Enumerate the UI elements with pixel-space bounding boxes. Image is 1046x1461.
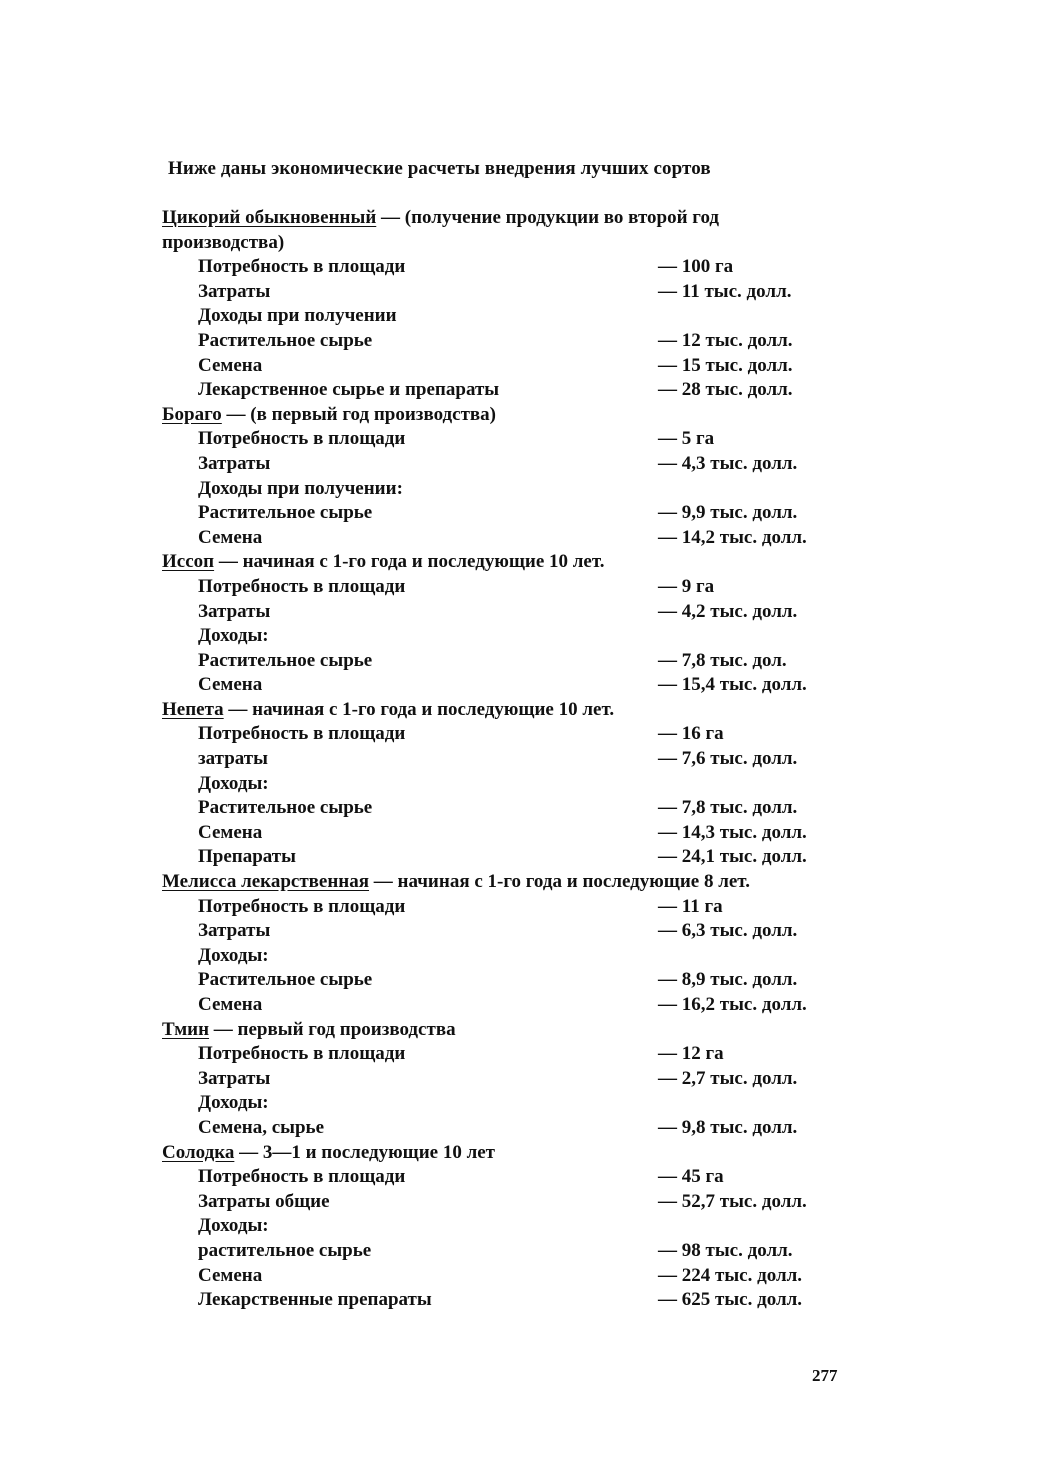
row-label: Доходы при получении — [198, 305, 397, 327]
economics-row — [162, 993, 862, 1018]
economics-row — [162, 1042, 862, 1067]
crop-economics-list — [162, 206, 862, 1313]
row-value: — 16,2 тыс. долл. — [658, 994, 807, 1015]
economics-row — [162, 747, 862, 772]
row-value: — 52,7 тыс. долл. — [658, 1190, 807, 1212]
row-label: Растительное сырье — [198, 649, 373, 671]
economics-row — [162, 772, 862, 797]
economics-row — [162, 329, 862, 354]
row-label: Семена — [198, 674, 263, 696]
section-subtitle: — начиная с 1-го года и последующие 10 лет. — [223, 698, 615, 720]
economics-row — [162, 722, 862, 747]
intro-text: Ниже даны экономические расчеты внедрения лучших сортов — [168, 158, 711, 179]
row-label: затраты — [198, 748, 268, 770]
economics-row — [162, 280, 862, 305]
row-value: — 11 тыс. долл. — [658, 280, 792, 302]
economics-row — [162, 1067, 862, 1092]
economics-row — [162, 427, 862, 452]
row-value: — 4,2 тыс. долл. — [658, 600, 798, 622]
economics-row — [162, 821, 862, 846]
section-subtitle: — первый год производства — [209, 1018, 456, 1040]
row-label: Доходы: — [198, 1215, 269, 1237]
section-heading — [162, 550, 862, 575]
economics-row — [162, 575, 862, 600]
row-label: Семена — [198, 821, 263, 843]
row-value: — 12 га — [658, 1043, 724, 1065]
row-value: — 98 тыс. долл. — [658, 1239, 793, 1261]
row-label: Потребность в площади — [198, 575, 406, 597]
row-value: — 15 тыс. долл. — [658, 354, 793, 376]
row-label: Семена — [198, 526, 263, 548]
economics-row — [162, 526, 862, 551]
row-label: Доходы: — [198, 772, 269, 794]
row-label: Доходы при получении: — [198, 477, 403, 499]
economics-row — [162, 255, 862, 280]
crop-name: Цикорий обыкновенный — [162, 207, 377, 228]
economics-row — [162, 304, 862, 329]
row-value: — 12 тыс. долл. — [658, 329, 793, 351]
crop-name: Солодка — [162, 1141, 235, 1163]
economics-row — [162, 968, 862, 993]
row-value: — 9,9 тыс. долл. — [658, 502, 798, 524]
economics-row — [162, 600, 862, 625]
row-label: Затраты — [198, 280, 271, 302]
row-label: Семена — [198, 994, 263, 1015]
economics-row — [162, 1165, 862, 1190]
row-label: Потребность в площади — [198, 428, 406, 450]
row-value: — 6,3 тыс. долл. — [658, 920, 798, 942]
row-label: Затраты общие — [198, 1190, 330, 1212]
economics-row — [162, 649, 862, 674]
row-value: — 24,1 тыс. долл. — [658, 846, 807, 868]
section-subtitle: — 3—1 и последующие 10 лет — [234, 1141, 496, 1163]
section-subtitle: — (получение продукции во второй год производства) — [162, 207, 720, 253]
section-heading — [162, 1141, 862, 1166]
row-value: — 4,3 тыс. долл. — [658, 452, 798, 474]
row-label: Лекарственное сырье и препараты — [198, 379, 500, 401]
row-label: Семена — [198, 1264, 263, 1286]
row-label: Доходы: — [198, 1092, 269, 1114]
row-label: Затраты — [198, 600, 271, 622]
row-label: Семена — [198, 354, 263, 376]
row-label: Доходы: — [198, 625, 269, 647]
crop-name: Непета — [162, 698, 224, 720]
row-label: Доходы: — [198, 944, 269, 966]
row-value: — 7,8 тыс. долл. — [658, 797, 798, 819]
economics-row — [162, 1264, 862, 1289]
row-value: — 2,7 тыс. долл. — [658, 1067, 798, 1089]
economics-row — [162, 1288, 862, 1313]
page-number: 277 — [812, 1366, 838, 1385]
row-label: Лекарственные препараты — [198, 1289, 432, 1311]
section-heading — [162, 870, 862, 895]
row-label: Потребность в площади — [198, 256, 406, 278]
row-value: — 11 га — [658, 895, 723, 917]
crop-name: Мелисса лекарственная — [162, 871, 370, 893]
row-value: — 16 га — [658, 723, 724, 745]
row-value: — 28 тыс. долл. — [658, 379, 793, 401]
row-label: Затраты — [198, 1067, 271, 1089]
economics-row — [162, 1214, 862, 1239]
economics-row — [162, 1239, 862, 1264]
economics-row — [162, 1091, 862, 1116]
row-value: — 9 га — [658, 575, 715, 597]
row-label: Семена, сырье — [198, 1116, 325, 1138]
row-label: Растительное сырье — [198, 502, 373, 524]
economics-row — [162, 673, 862, 698]
row-value: — 15,4 тыс. долл. — [658, 674, 807, 696]
row-label: Потребность в площади — [198, 723, 406, 745]
row-label: Потребность в площади — [198, 1043, 406, 1065]
economics-row — [162, 501, 862, 526]
economics-row — [162, 796, 862, 821]
crop-name: Бораго — [162, 403, 222, 425]
row-label: Затраты — [198, 920, 271, 942]
section-heading — [162, 403, 862, 428]
row-label: Потребность в площади — [198, 1166, 406, 1188]
row-value: — 7,6 тыс. долл. — [658, 748, 798, 770]
row-value: — 14,3 тыс. долл. — [658, 821, 807, 843]
economics-row — [162, 477, 862, 502]
economics-row — [162, 944, 862, 969]
economics-row — [162, 354, 862, 379]
economics-row — [162, 1190, 862, 1215]
row-label: Препараты — [198, 846, 296, 868]
row-value: — 100 га — [658, 256, 734, 278]
row-value: — 224 тыс. долл. — [658, 1264, 803, 1286]
row-label: Растительное сырье — [198, 329, 373, 351]
economics-row — [162, 919, 862, 944]
row-label: Растительное сырье — [198, 797, 373, 819]
economics-row — [162, 452, 862, 477]
row-label: растительное сырье — [198, 1239, 372, 1261]
crop-name: Иссоп — [162, 551, 215, 573]
economics-row — [162, 624, 862, 649]
section-subtitle: — начиная с 1-го года и последующие 10 лет. — [214, 551, 605, 573]
crop-name: Тмин — [162, 1018, 210, 1040]
economics-row — [162, 845, 862, 870]
row-value: — 45 га — [658, 1166, 724, 1188]
row-value: — 14,2 тыс. долл. — [658, 526, 807, 548]
row-value: — 7,8 тыс. дол. — [658, 649, 787, 671]
section-heading — [162, 698, 862, 723]
section-heading — [162, 1018, 862, 1043]
row-value: — 625 тыс. долл. — [658, 1289, 803, 1311]
economics-row — [162, 1116, 862, 1141]
row-label: Затраты — [198, 452, 271, 474]
row-value: — 9,8 тыс. долл. — [658, 1116, 798, 1138]
row-value: — 8,9 тыс. долл. — [658, 969, 798, 991]
row-value: — 5 га — [658, 428, 715, 450]
row-label: Потребность в площади — [198, 895, 406, 917]
row-label: Растительное сырье — [198, 969, 373, 991]
section-subtitle: — начиная с 1-го года и последующие 8 лет. — [369, 871, 750, 893]
section-subtitle: — (в первый год производства) — [221, 403, 496, 425]
section-heading — [162, 206, 842, 255]
economics-row — [162, 895, 862, 920]
economics-row — [162, 378, 862, 403]
